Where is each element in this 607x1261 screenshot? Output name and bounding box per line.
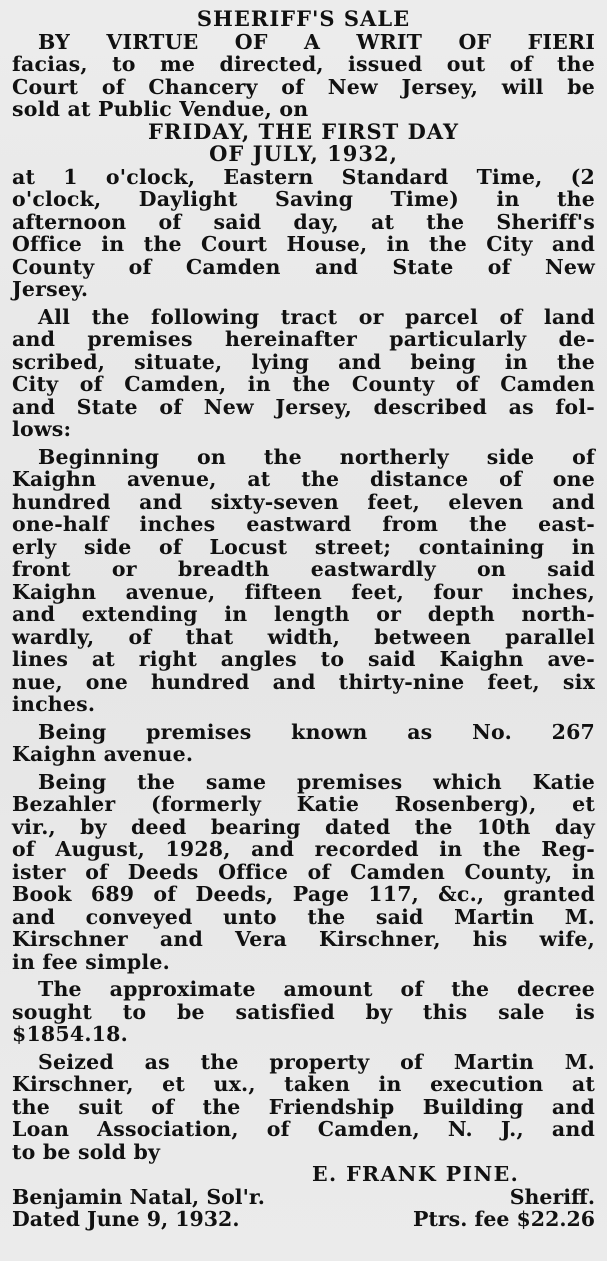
decree-line: sought to be satisfied by this sale is xyxy=(12,999,595,1024)
printers-fee: Ptrs. fee $22.26 xyxy=(413,1207,595,1231)
seized-line: Kirschner, et ux., taken in execution at xyxy=(12,1072,595,1096)
beginning-line: inches. xyxy=(12,692,96,716)
time-line: County of Camden and State of New xyxy=(12,254,595,279)
beginning-line: front or breadth eastwardly on said xyxy=(12,557,595,581)
same-premises-line: ister of Deeds Office of Camden County, in xyxy=(12,859,595,884)
beginning-line: nue, one hundred and thirty-nine feet, six xyxy=(12,669,595,694)
sheriff-name: E. FRANK PINE. xyxy=(312,1162,520,1186)
notice-title: SHERIFF'S SALE xyxy=(196,6,411,31)
intro-line: facias, to me directed, issued out of the xyxy=(12,52,595,76)
intro-line: BY VIRTUE OF A WRIT OF FIERI xyxy=(38,29,595,54)
beginning-line: erly side of Locust street; containing in xyxy=(12,534,595,559)
beginning-line: and extending in length or depth north- xyxy=(12,602,595,626)
dated-row xyxy=(12,1208,595,1231)
sheriff-title: Sheriff. xyxy=(509,1184,595,1209)
intro-line: Court of Chancery of New Jersey, will be xyxy=(12,74,595,99)
same-premises-line: Book 689 of Deeds, Page 117, &c., granted xyxy=(12,882,595,906)
time-line: Office in the Court House, in the City and xyxy=(12,232,595,256)
time-line: at 1 o'clock, Eastern Standard Time, (2 xyxy=(12,164,595,189)
same-premises-line: Being the same premises which Katie xyxy=(38,769,595,794)
same-premises-line: of August, 1928, and recorded in the Reg- xyxy=(12,837,595,861)
time-line: Jersey. xyxy=(12,277,89,301)
premises-line: Being premises known as No. 267 xyxy=(38,719,595,744)
tract-line: All the following tract or parcel of land xyxy=(38,304,595,329)
seized-line: Seized as the property of Martin M. xyxy=(38,1049,595,1074)
tract-line: and State of New Jersey, described as fol- xyxy=(12,394,595,419)
solicitor-row xyxy=(12,1186,595,1209)
dated-text: Dated June 9, 1932. xyxy=(12,1207,240,1231)
sale-date-heading: OF JULY, 1932, xyxy=(209,141,398,166)
decree-line: The approximate amount of the decree xyxy=(38,977,595,1001)
beginning-line: Kaighn avenue, fifteen feet, four inches, xyxy=(12,579,595,604)
sale-date-heading: FRIDAY, THE FIRST DAY xyxy=(147,118,460,144)
beginning-line: one-half inches eastward from the east- xyxy=(12,512,595,536)
same-premises-line: in fee simple. xyxy=(12,949,170,974)
decree-amount: $1854.18. xyxy=(12,1022,128,1046)
beginning-line: wardly, of that width, between parallel xyxy=(12,624,595,649)
seized-line: Loan Association, of Camden, N. J., and xyxy=(12,1117,595,1141)
time-line: afternoon of said day, at the Sheriff's xyxy=(12,209,595,234)
beginning-line: lines at right angles to said Kaighn ave- xyxy=(12,647,595,671)
premises-line: Kaighn avenue. xyxy=(12,742,194,766)
intro-line: sold at Public Vendue, on xyxy=(12,97,309,121)
tract-line: lows: xyxy=(12,417,72,441)
tract-line: and premises hereinafter particularly de- xyxy=(12,327,595,351)
seized-line: to be sold by xyxy=(12,1139,161,1164)
same-premises-line: Bezahler (formerly Katie Rosenberg), et xyxy=(12,792,595,816)
beginning-line: Beginning on the northerly side of xyxy=(38,444,595,469)
seized-line: the suit of the Friendship Building and xyxy=(12,1094,595,1119)
same-premises-line: Kirschner and Vera Kirschner, his wife, xyxy=(12,927,595,951)
tract-line: scribed, situate, lying and being in the xyxy=(12,349,595,374)
beginning-line: Kaighn avenue, at the distance of one xyxy=(12,467,595,491)
signature-row xyxy=(12,1163,595,1186)
solicitor-name: Benjamin Natal, Sol'r. xyxy=(12,1184,265,1209)
same-premises-line: and conveyed unto the said Martin M. xyxy=(12,904,595,929)
beginning-line: hundred and sixty-seven feet, eleven and xyxy=(12,489,595,514)
same-premises-line: vir., by deed bearing dated the 10th day xyxy=(12,814,595,839)
tract-line: City of Camden, in the County of Camden xyxy=(12,372,595,396)
time-line: o'clock, Daylight Saving Time) in the xyxy=(12,187,595,211)
